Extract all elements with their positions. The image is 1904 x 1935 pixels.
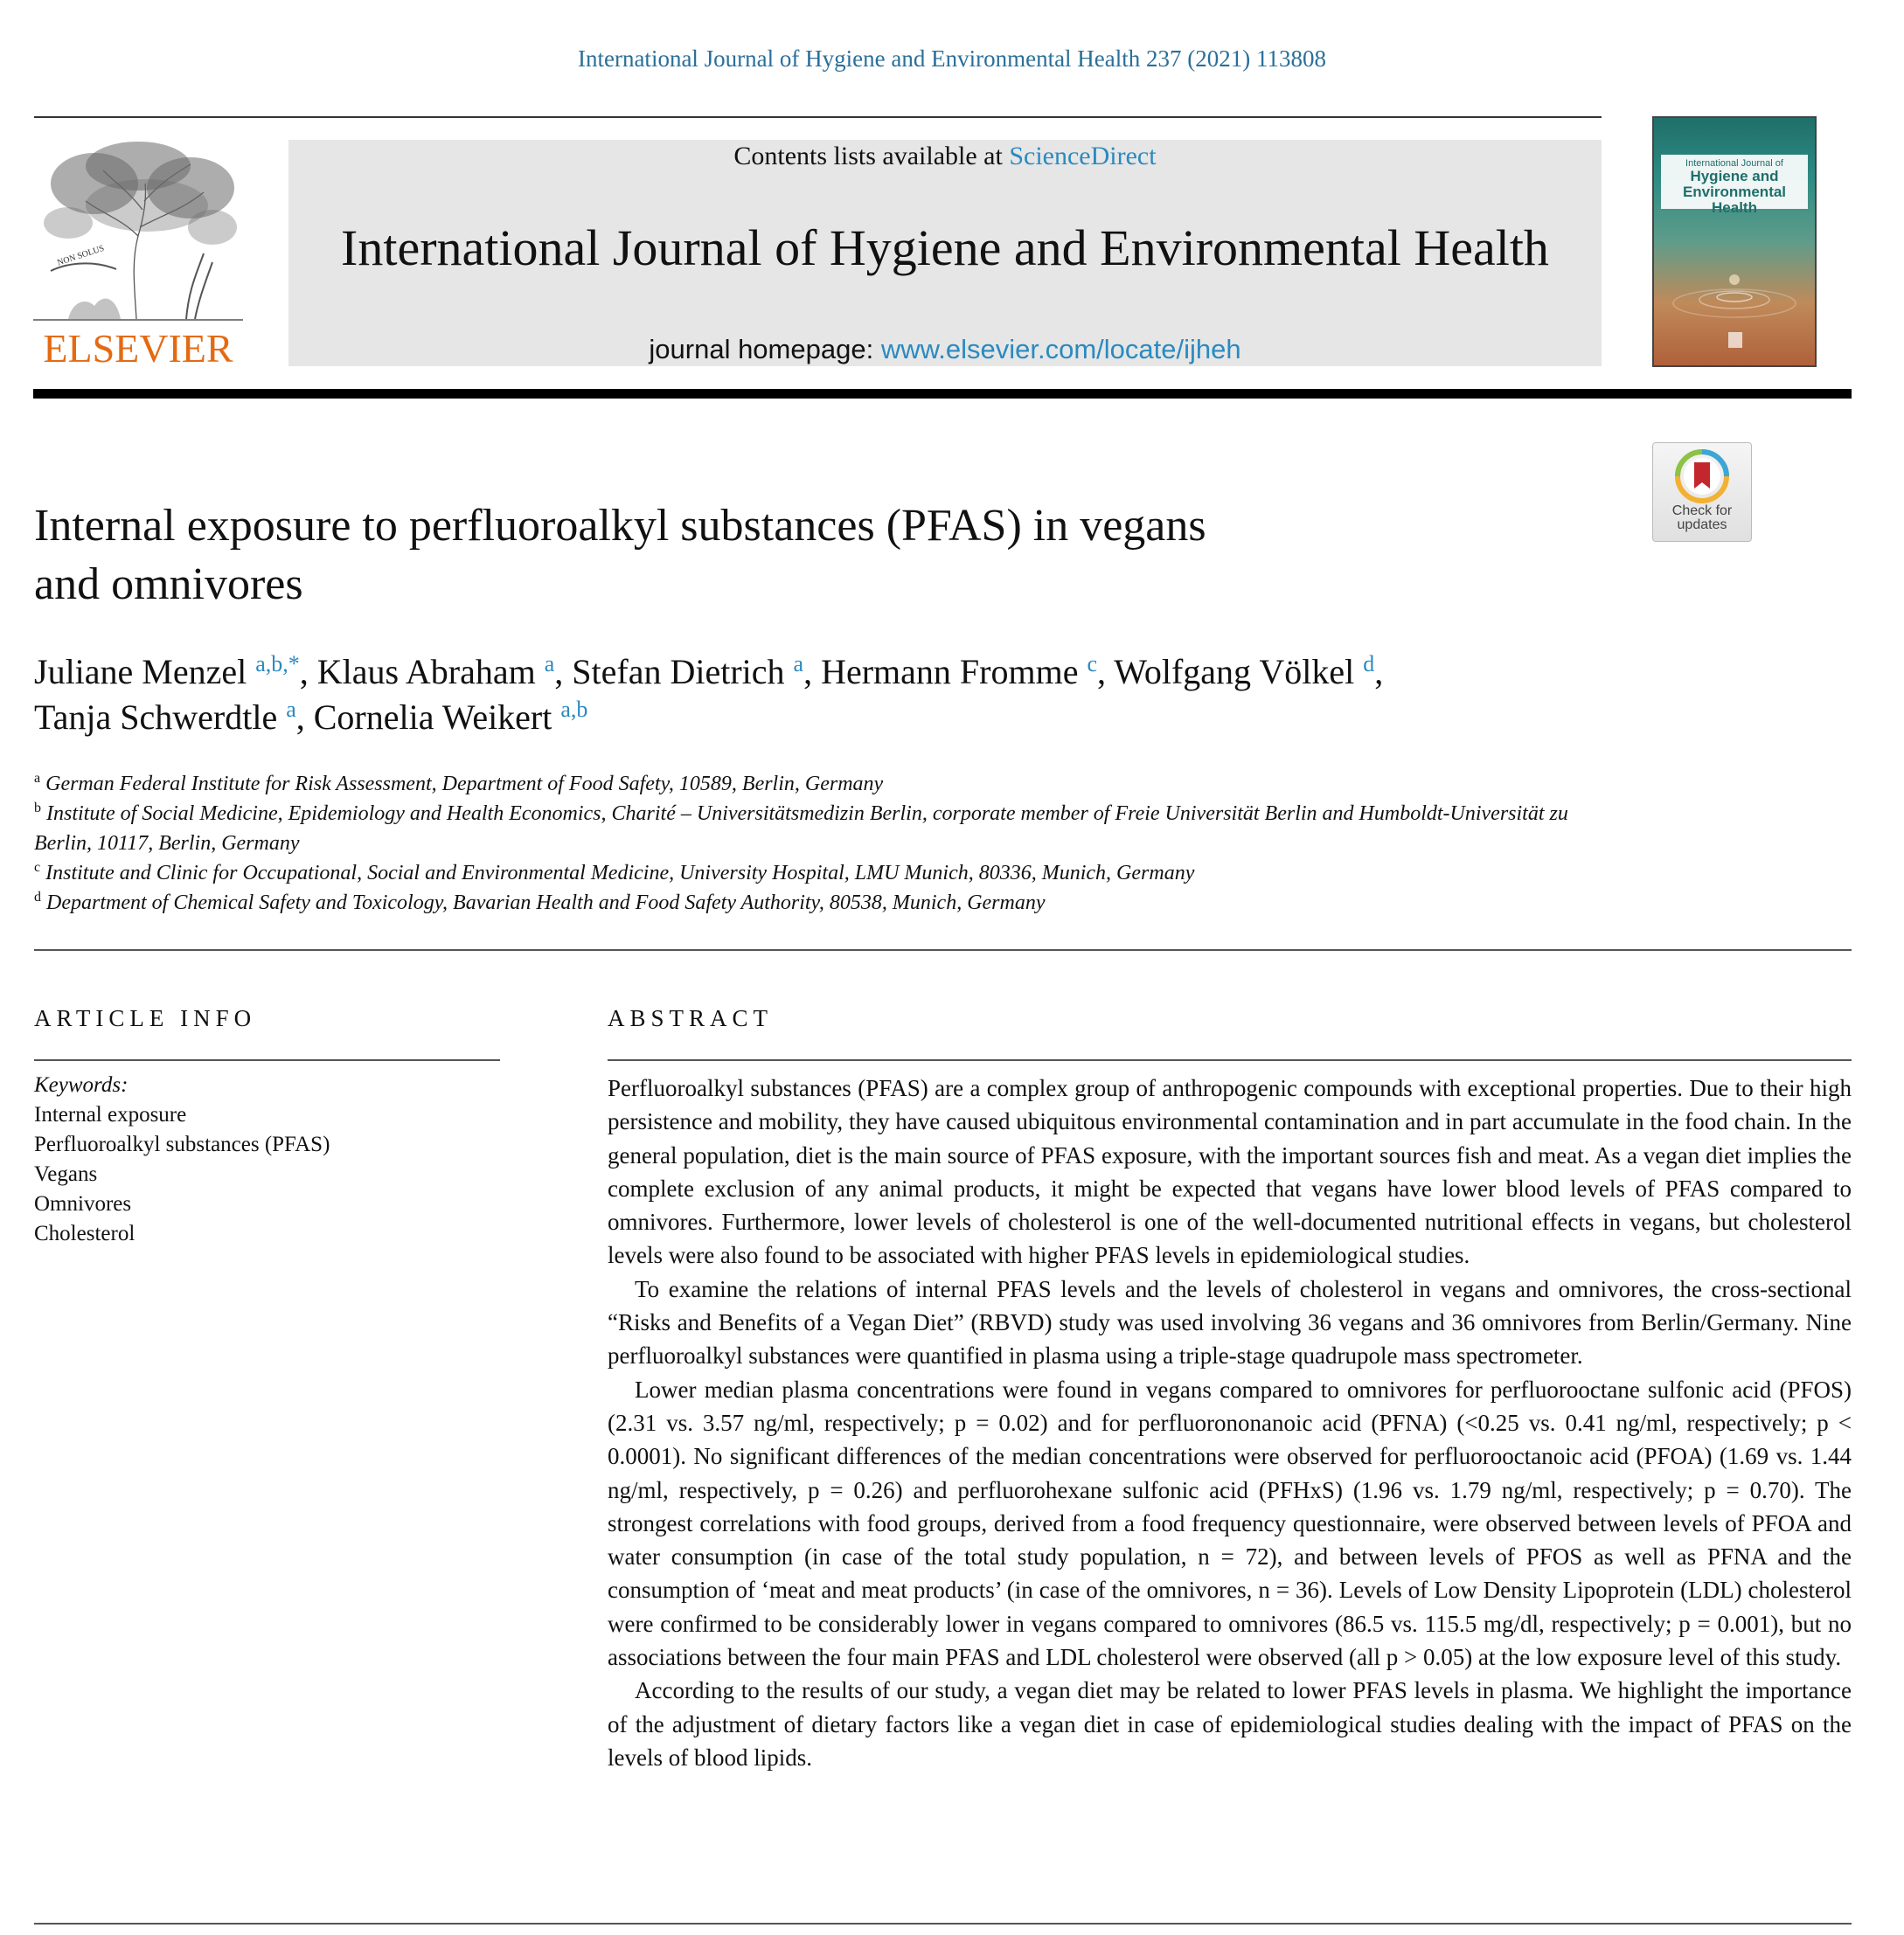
author-line-1: Juliane Menzel $^{a,b,*}$, Klaus Abraham $^a$, Stefan Dietrich $^a$, Hermann Fromme $^c$, Wolfgang Völkel $^d$, [34,651,1384,691]
author-name[interactable]: Cornelia Weikert [313,697,552,737]
author-affil-link[interactable]: a,b [560,697,588,722]
affiliation-key: b [34,801,41,815]
keyword-item[interactable]: Internal exposure [34,1103,187,1127]
article-title-line-2: and omnivores [34,559,303,609]
article-title-line-1: Internal exposure to perfluoroalkyl substances (PFAS) in vegans [34,501,1206,551]
keywords-block [34,1071,559,1249]
article-title [34,496,1433,614]
abstract-body [608,1072,1852,1774]
article-info-heading: ARTICLE INFO [34,1005,257,1031]
abstract-paragraph: According to the results of our study, a vegan diet may be related to lower PFAS levels in plasma. We highlight the importance of the adjustment of dietary factors like a vegan diet in case of epidemiological studies dealing with the impact of PFAS on the levels of blood lipids. [608,1677,1852,1771]
contents-line [288,142,1602,171]
abstract-rule [608,1059,1852,1061]
check-updates-line-1: Check for [1671,503,1733,518]
header-top-rule [34,116,1602,118]
cover-title [1661,155,1808,216]
author-list [34,649,1625,740]
abstract-paragraph: To examine the relations of internal PFAS levels and the levels of cholesterol in vegans and omnivores, the cross-sectional “Risks and Benefits of a Vegan Diet” (RBVD) study was used involving 36 vegans and 36 omnivores from Berlin/Germany. Nine perfluoroalkyl substances were quantified in plasma using a triple-stage quadrupole mass spectrometer. [608,1275,1852,1370]
affiliation-c [34,858,1608,888]
affiliation-key: c [34,860,41,875]
author-affil-link[interactable]: a [544,651,555,676]
author-affil-link[interactable]: c [1087,651,1098,676]
author-name[interactable]: Klaus Abraham [316,652,536,691]
check-for-updates-badge[interactable] [1652,442,1752,542]
elsevier-tree-icon [33,140,243,323]
affiliation-text: Institute of Social Medicine, Epidemiology and Health Economics, Charité – Universitätsmedizin Berlin, corporate member of Freie Universität Berlin and Humboldt-Universität zu Berlin, 10117, Berlin, Germany [34,802,1568,855]
homepage-prefix: journal homepage: [649,334,881,364]
affiliation-divider [34,949,1852,951]
journal-cover-image[interactable] [1652,116,1817,367]
author-name[interactable]: Tanja Schwerdtle [34,697,278,737]
journal-title: International Journal of Hygiene and Environmental Health [341,219,1549,276]
abstract-bottom-rule [34,1923,1852,1925]
keywords-label: Keywords: [34,1073,129,1097]
header-thick-rule [33,389,1852,399]
abstract-paragraph: Lower median plasma concentrations were found in vegans compared to omnivores for perfluorooctane sulfonic acid (PFOS) (2.31 vs. 3.57 ng/ml, respectively; p = 0.02) and for perfluorononanoic acid (PFNA) (<0.25 vs. 0.41 ng/ml, respectively; p < 0.0001). No significant differences of the median concentrations were observed for perfluorooctanoic acid (PFOA) (1.69 vs. 1.44 ng/ml, respectively, p = 0.26) and perfluorohexane sulfonic acid (PFHxS) (1.96 vs. 1.79 ng/ml, respectively; p = 0.70). The strongest correlations with food groups, derived from a food frequency questionnaire, were observed between levels of PFOA and water consumption (in case of the total study population, n = 72), and between levels of PFOS as well as PFNA and the consumption of ‘meat and meat products’ (in case of the omnivores, n = 36). Levels of Low Density Lipoprotein (LDL) cholesterol were confirmed to be considerably lower in vegans compared to omnivores (86.5 vs. 115.5 mg/dl, respectively; p = 0.001), but no associations between the four main PFAS and LDL cholesterol were observed (all p > 0.05) at the low exposure level of this study. [608,1376,1852,1671]
check-updates-icon [1674,448,1730,504]
keyword-item[interactable]: Perfluoroalkyl substances (PFAS) [34,1133,330,1156]
homepage-line [288,334,1602,365]
contents-prefix: Contents lists available at [733,142,1010,170]
affiliation-a [34,769,1608,799]
sciencedirect-link[interactable]: ScienceDirect [1009,142,1157,170]
author-affil-link[interactable]: a,b,* [255,651,300,676]
affiliation-key: d [34,890,41,905]
keyword-item[interactable]: Vegans [34,1162,98,1186]
article-info-rule [34,1059,500,1061]
author-affil-link[interactable]: a [793,651,804,676]
affiliation-text: Institute and Clinic for Occupational, Social and Environmental Medicine, University Hospital, LMU Munich, 80336, Munich, Germany [45,862,1195,884]
homepage-link[interactable]: www.elsevier.com/locate/ijheh [880,334,1241,364]
journal-citation[interactable]: International Journal of Hygiene and Environmental Health 237 (2021) 113808 [577,45,1327,72]
journal-banner [288,140,1602,366]
affiliation-key: a [34,771,41,786]
affiliation-b [34,799,1608,858]
cover-line-1: International Journal of [1685,158,1783,169]
affiliation-d [34,888,1608,918]
author-line-2: Tanja Schwerdtle $^a$, Cornelia Weikert $^{a,b}$ [34,697,588,737]
author-affil-link[interactable]: d [1363,651,1375,676]
author-name[interactable]: Wolfgang Völkel [1114,652,1355,691]
check-updates-line-2: updates [1677,517,1727,532]
affiliation-text: Department of Chemical Safety and Toxicology, Bavarian Health and Food Safety Authority, 80538, Munich, Germany [46,891,1046,914]
keyword-item[interactable]: Cholesterol [34,1222,136,1245]
author-affil-link[interactable]: a [286,697,296,722]
check-updates-label [1653,504,1751,532]
cover-line-2: Hygiene and [1690,168,1779,184]
keyword-item[interactable]: Omnivores [34,1192,132,1216]
water-drop-icon [1654,249,1815,354]
abstract-paragraph: Perfluoroalkyl substances (PFAS) are a complex group of anthropogenic compounds with exceptional properties. Due to their high persistence and mobility, they have caused ubiquitous environmental contamination and in part accumulate in the food chain. In the general population, diet is the main source of PFAS exposure, with the important sources fish and meat. As a vegan diet implies the complete exclusion of any animal products, it might be expected that vegans have lower blood levels of PFAS compared to omnivores. Furthermore, lower levels of cholesterol is one of the well-documented nutritional effects in vegans, but cholesterol levels were also found to be associated with higher PFAS levels in epidemiological studies. [608,1075,1852,1269]
author-name[interactable]: Hermann Fromme [821,652,1079,691]
elsevier-wordmark: ELSEVIER [43,326,233,371]
abstract-heading: ABSTRACT [608,1005,774,1031]
affiliation-text: German Federal Institute for Risk Assessment, Department of Food Safety, 10589, Berlin, Germany [45,773,884,795]
svg-text:NON SOLUS: NON SOLUS [56,243,106,268]
elsevier-logo[interactable] [33,140,243,371]
cover-line-3: Environmental Health [1682,184,1787,216]
affiliation-list [34,769,1608,918]
author-name[interactable]: Juliane Menzel [34,652,247,691]
author-name[interactable]: Stefan Dietrich [572,652,785,691]
